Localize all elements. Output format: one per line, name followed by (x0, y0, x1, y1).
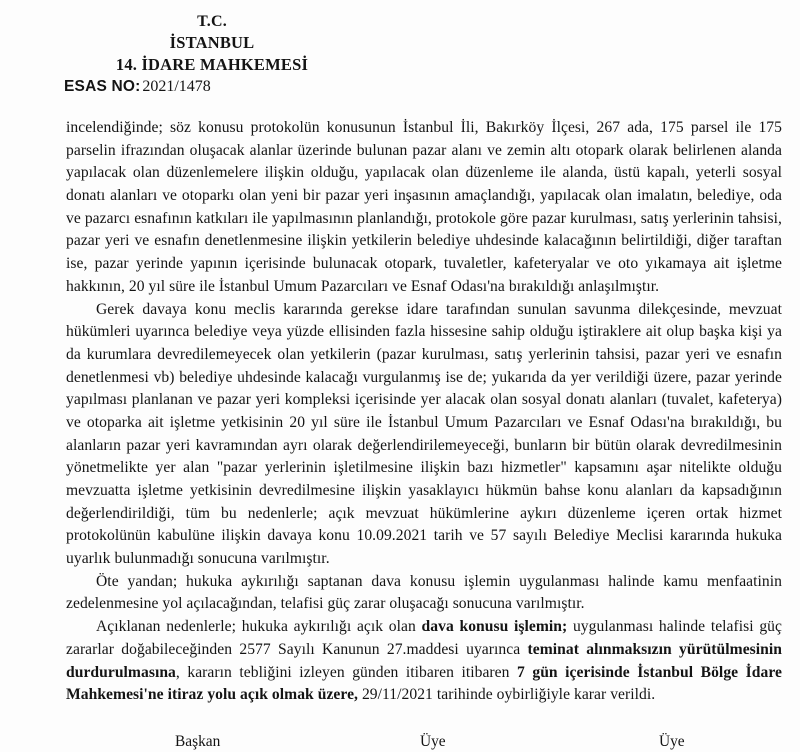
signature-member-1-label: Üye (420, 733, 446, 750)
court-header-line-tc: T.C. (197, 13, 227, 30)
case-number-separator: : (135, 77, 141, 95)
paragraph-1: incelendiğinde; söz konusu protokolün konusunun İstanbul İli, Bakırköy İlçesi, 267 ada, 175 parsel ile 175 parselin ifrazından oluşacak alanlar üzerinde bulunan pazar alanı ve zemin altı otopark olarak belirlenen alanda yapılacak olan düzenlemelere ilişkin olduğu, yapılacak olan düzenleme ile alanda, üstü kapalı, yeterli sosyal donatı alanları ve otoparkı olan yeni bir pazar yeri inşasının amaçlandığı, yapılacak olan imalatın, belediye, oda ve pazarcı esnafının katkıları ile yapılmasının planlandığı, protokole göre pazar kurulması, satış yerlerinin tahsisi, pazar yeri ve esnafın denetlenmesine ilişkin yetkilerin belediye uhdesinde kalacağının belirtildiği, diğer taraftan ise, pazar yerinde yapının içerisinde bulunacak otopark, tuvaletler, kafeteryalar ve oto yıkamaya ait işletme hakkının, 20 yıl süre ile İstanbul Umum Pazarcıları ve Esnaf Odası'na bırakıldığı anlaşılmıştır. (66, 119, 782, 295)
signature-row (0, 731, 800, 752)
signature-member-2-label: Üye (659, 733, 685, 750)
case-number-value: 2021/1478 (142, 77, 211, 95)
paragraph-2: Gerek davaya konu meclis kararında gerekse idare tarafından sunulan savunma dilekçesinde, mevzuat hükümleri uyarınca belediye veya yüzde ellisinden fazla hissesine sahip olduğu iştiraklere ait olup başka kişi ya da kurumlara devredilemeyecek olan yetkilerin (pazar kurulması, satış yerlerinin tahsisi, pazar yeri ve esnafın denetlenmesi vb) belediye uhdesinde kalacağı vurgulanmış ise de; yukarıda da yer verildiği üzere, pazar yerinde yapılması planlanan ve pazar yeri kompleksi içerisinde yer alacak olan sosyal donatı alanları (tuvalet, kafeterya) ve otoparka ait işletme yetkisinin 20 yıl süre ile İstanbul Umum Pazarcıları ve Esnaf Odası'na bırakıldığı, bu alanların pazar yeri kavramından ayrı olarak değerlendirilemeyeceği, bunların bir bütün olarak devredilmesinin yönetmelikte yer alan "pazar yerlerinin işletilmesine ilişkin bazı hizmetler" kapsamını aşar nitelikte olduğu mevzuatta işletme yetkisinin devredilmesine ilişkin yasaklayıcı hükmün bahse konu alanları da kapsadığının değerlendirildiği, tüm bu nedenlerle; açık mevzuat hükümlerine aykırı düzenleme içeren ortak hizmet protokolünün kabulüne ilişkin davaya konu 10.09.2021 tarih ve 57 sayılı Belediye Meclisi kararında hukuka uyarlık bulunmadığı sonucuna varılmıştır. (66, 300, 782, 568)
paragraph-3: Öte yandan; hukuka aykırılığı saptanan dava konusu işlemin uygulanması halinde kamu menfaatinin zedelenmesine yol açılacağından, telafisi güç zarar oluşacağı sonucuna varılmıştır. (66, 572, 782, 613)
case-number-row (62, 77, 362, 97)
court-header-line-court: 14. İDARE MAHKEMESİ (115, 54, 309, 74)
paragraph-4-ruling: Açıklanan nedenlerle; hukuka aykırılığı açık olan dava konusu işlemin; uygulanması halinde telafisi güç zararlar doğabileceğinden 2577 Sayılı Kanunun 27.maddesi uyarınca teminat alınmaksızın yürütülmesinin durdurulmasına, kararın tebliğini izleyen günden itibaren itibaren 7 gün içerisinde İstanbul Bölge İdare Mahkemesi'ne itiraz yolu açık olmak üzere, 29/11/2021 tarihinde oybirliğiyle karar verildi. (66, 618, 782, 704)
court-header (62, 12, 362, 97)
court-header-line-city: İSTANBUL (169, 33, 255, 53)
document-body (66, 117, 782, 707)
case-number-label: ESAS NO (64, 77, 136, 95)
signature-chair-label: Başkan (175, 733, 221, 750)
